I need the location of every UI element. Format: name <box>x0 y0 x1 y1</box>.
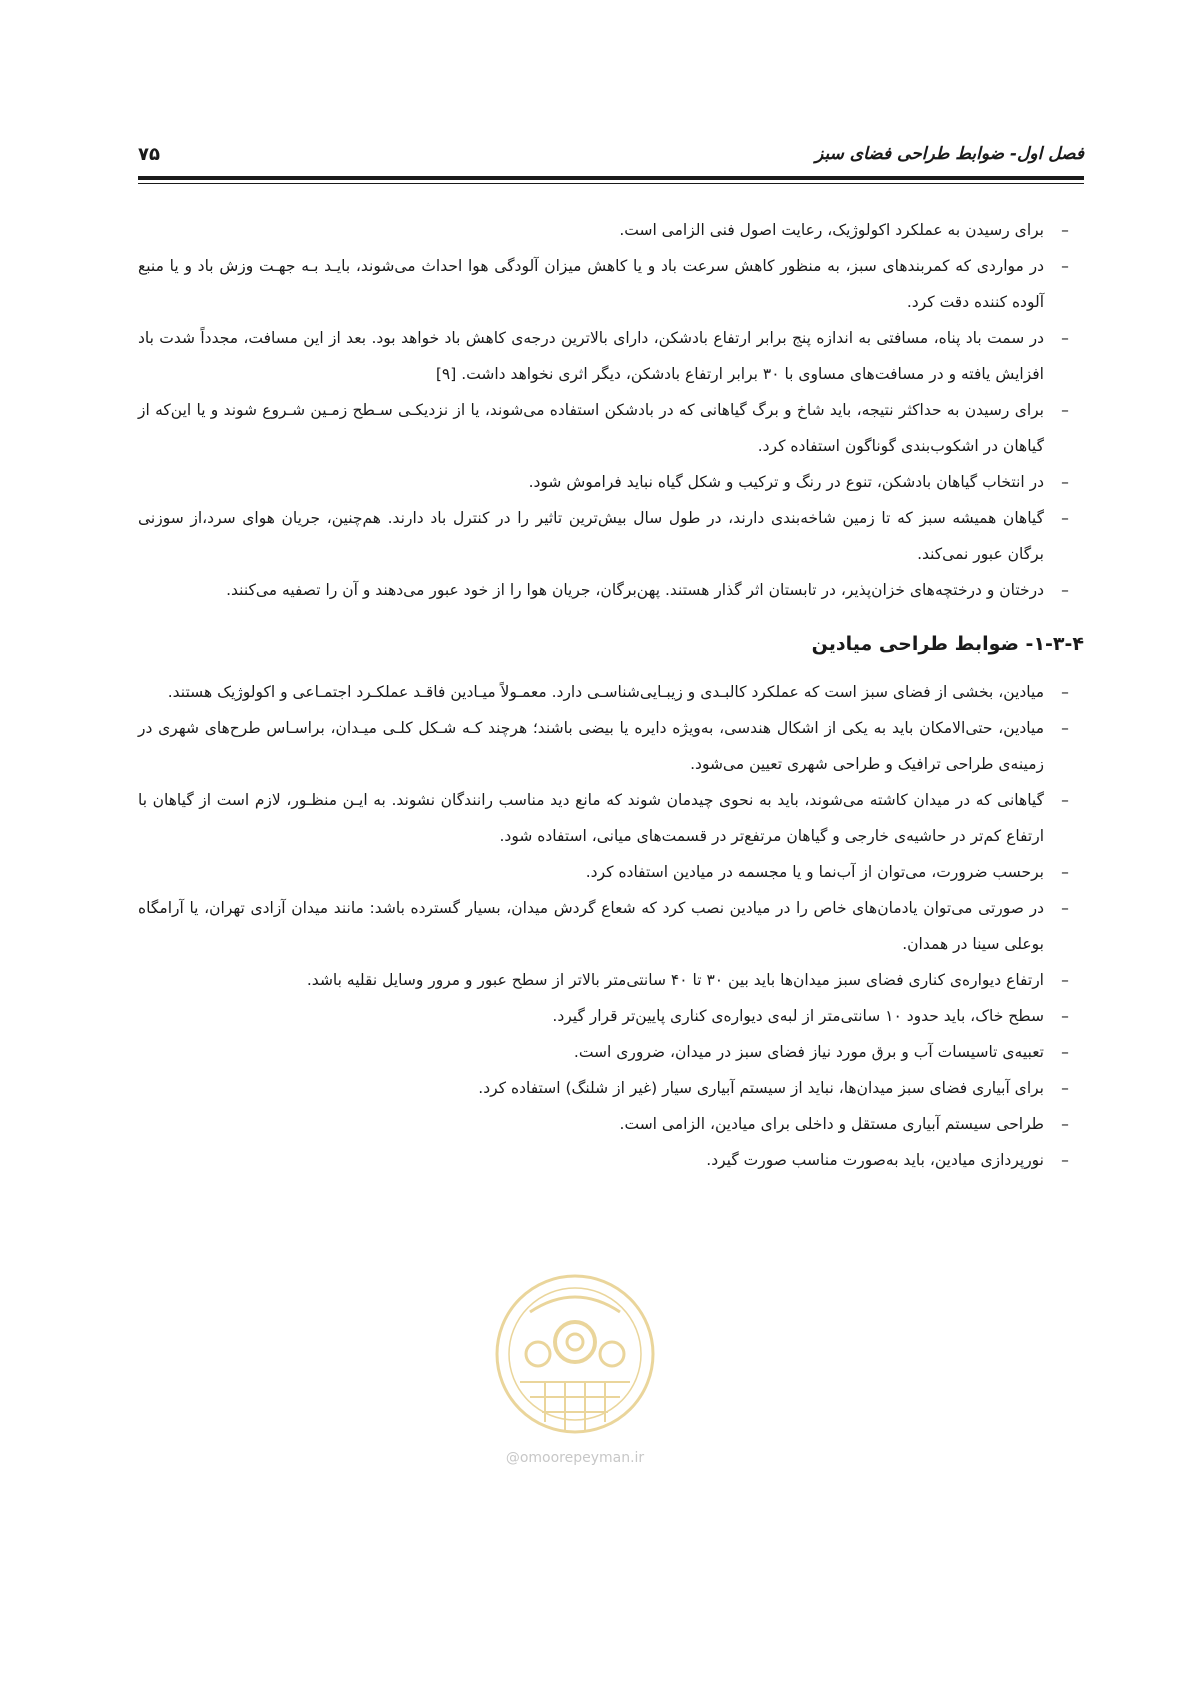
list-item <box>138 572 1084 608</box>
bullet-dash: – <box>1061 257 1069 275</box>
list-item-text: برای آبیاری فضای سبز میدان‌ها، نباید از سیستم آبیاری سیار (غیر از شلنگ) استفاده کرد. <box>478 1079 1044 1097</box>
bullet-dash: – <box>1061 1079 1069 1097</box>
page-number: ۷۵ <box>138 144 160 165</box>
seal-logo-icon <box>490 1262 660 1447</box>
list-item-text: برای رسیدن به حداکثر نتیجه، باید شاخ و برگ گیاهانی که در بادشکن استفاده می‌شوند، یا از نزدیکـی سـطح زمـین شـروع شوند و یا این‌که از گیاهان در اشکوب‌بندی گوناگون استفاده کرد. <box>138 401 1044 455</box>
list-item-text: نورپردازی میادین، باید به‌صورت مناسب صورت گیرد. <box>706 1151 1044 1169</box>
bullet-dash: – <box>1061 899 1069 917</box>
list-item <box>138 464 1084 500</box>
list-item-text: سطح خاک، باید حدود ۱۰ سانتی‌متر از لبه‌ی دیواره‌ی کناری پایین‌تر قرار گیرد. <box>552 1007 1044 1025</box>
list-item-text: میادین، حتی‌الامکان باید به یکی از اشکال هندسی، به‌ویژه دایره یا بیضی باشند؛ هرچند کـه شـکل کلـی میـدان، براسـاس طرح‌های شهری در زمینه‌ی طراحی ترافیک و طراحی شهری تعیین می‌شود. <box>138 719 1044 773</box>
list-item-text: برحسب ضرورت، می‌توان از آب‌نما و یا مجسمه در میادین استفاده کرد. <box>585 863 1044 881</box>
list-item-text: طراحی سیستم آبیاری مستقل و داخلی برای میادین، الزامی است. <box>619 1115 1044 1133</box>
list-item <box>138 212 1084 248</box>
publisher-watermark <box>490 1262 660 1472</box>
list-item-text: در صورتی می‌توان یادمان‌های خاص را در میادین نصب کرد که شعاع گردش میدان، بسیار گسترده باشد: مانند میدان آزادی تهران، یا آرامگاه بوعلی سینا در همدان. <box>138 899 1044 953</box>
list-item <box>138 248 1084 320</box>
windbreak-guidelines-list <box>138 212 1084 608</box>
list-item-text: میادین، بخشی از فضای سبز است که عملکرد کالبـدی و زیبـایی‌شناسـی دارد. معمـولاً میـادین فاقـد عملکـرد اجتمـاعی و اکولوژیک هستند. <box>167 683 1044 701</box>
list-item <box>138 1142 1084 1178</box>
list-item <box>138 710 1084 782</box>
bullet-dash: – <box>1061 683 1069 701</box>
chapter-title: فصل اول- ضوابط طراحی فضای سبز <box>815 144 1084 164</box>
bullet-dash: – <box>1061 1043 1069 1061</box>
list-item-text: در سمت باد پناه، مسافتی به اندازه پنج برابر ارتفاع بادشکن، دارای بالاترین درجه‌ی کاهش باد خواهد بود. بعد از این مسافت، مجدداً شدت باد افزایش یافته و در مسافت‌های مساوی با ۳۰ برابر ارتفاع بادشکن، دیگر اثری نخواهد داشت. [۹] <box>138 329 1044 383</box>
bullet-dash: – <box>1061 1151 1069 1169</box>
bullet-dash: – <box>1061 971 1069 989</box>
list-item-text: درختان و درختچه‌های خزان‌پذیر، در تابستان اثر گذار هستند. پهن‌برگان، جریان هوا را از خود عبور می‌دهند و آن را تصفیه می‌کنند. <box>226 581 1044 599</box>
list-item <box>138 320 1084 392</box>
section-heading: ۱-۳-۴- ضوابط طراحی میادین <box>811 633 1084 655</box>
bullet-dash: – <box>1061 863 1069 881</box>
header-divider-thick <box>138 176 1084 180</box>
list-item <box>138 500 1084 572</box>
list-item <box>138 1106 1084 1142</box>
watermark-url: @omoorepeyman.ir <box>505 1450 645 1466</box>
bullet-dash: – <box>1061 581 1069 599</box>
list-item-text: برای رسیدن به عملکرد اکولوژیک، رعایت اصول فنی الزامی است. <box>619 221 1044 239</box>
bullet-dash: – <box>1061 329 1069 347</box>
list-item <box>138 392 1084 464</box>
list-item <box>138 1070 1084 1106</box>
list-item-text: گیاهانی که در میدان کاشته می‌شوند، باید به نحوی چیدمان شوند که مانع دید مناسب رانندگان نشوند. به ایـن منظـور، لازم است از گیاهان با ارتفاع کم‌تر در حاشیه‌ی خارجی و گیاهان مرتفع‌تر در قسمت‌های میانی، استفاده شود. <box>138 791 1044 845</box>
list-item-text: در مواردی که کمربندهای سبز، به منظور کاهش سرعت باد و یا کاهش میزان آلودگی هوا احداث می‌شوند، بایـد بـه جهـت وزش باد و یا منبع آلوده کننده دقت کرد. <box>138 257 1044 311</box>
list-item-text: تعبیه‌ی تاسیسات آب و برق مورد نیاز فضای سبز در میدان، ضروری است. <box>573 1043 1044 1061</box>
header-divider-thin <box>138 183 1084 184</box>
list-item <box>138 962 1084 998</box>
bullet-dash: – <box>1061 1115 1069 1133</box>
bullet-dash: – <box>1061 509 1069 527</box>
list-item <box>138 674 1084 710</box>
bullet-dash: – <box>1061 719 1069 737</box>
list-item <box>138 890 1084 962</box>
page-body <box>138 212 1084 1178</box>
list-item <box>138 1034 1084 1070</box>
square-design-guidelines-list <box>138 674 1084 1178</box>
bullet-dash: – <box>1061 473 1069 491</box>
list-item <box>138 854 1084 890</box>
list-item-text: گیاهان همیشه سبز که تا زمین شاخه‌بندی دارند، در طول سال بیش‌ترین تاثیر را در کنترل باد دارند. هم‌چنین، جریان هوای سرد،از سوزنی برگان عبور نمی‌کند. <box>138 509 1044 563</box>
list-item <box>138 998 1084 1034</box>
bullet-dash: – <box>1061 221 1069 239</box>
page-header <box>138 138 1084 178</box>
list-item-text: ارتفاع دیواره‌ی کناری فضای سبز میدان‌ها باید بین ۳۰ تا ۴۰ سانتی‌متر بالاتر از سطح عبور و مرور وسایل نقلیه باشد. <box>306 971 1044 989</box>
list-item <box>138 782 1084 854</box>
bullet-dash: – <box>1061 791 1069 809</box>
list-item-text: در انتخاب گیاهان بادشکن، تنوع در رنگ و ترکیب و شکل گیاه نباید فراموش شود. <box>528 473 1044 491</box>
bullet-dash: – <box>1061 401 1069 419</box>
bullet-dash: – <box>1061 1007 1069 1025</box>
